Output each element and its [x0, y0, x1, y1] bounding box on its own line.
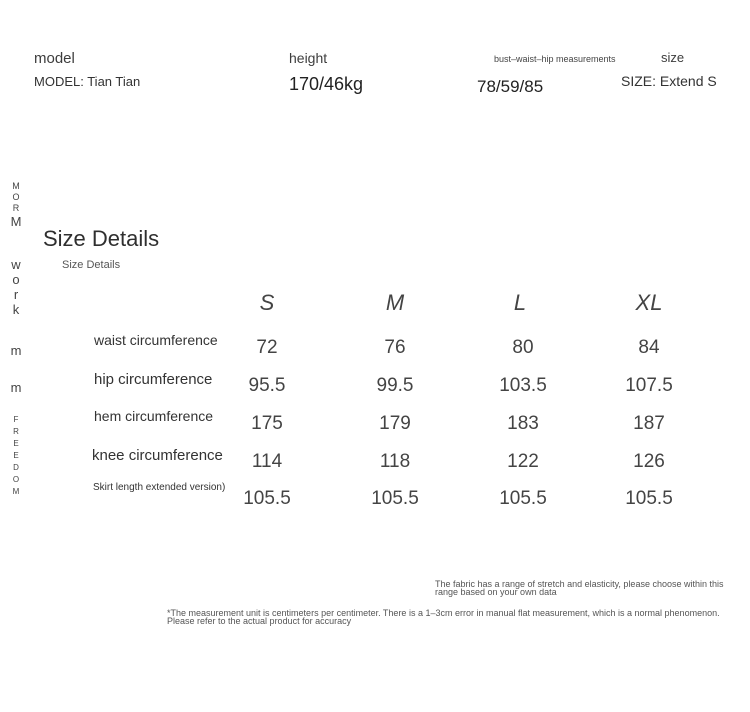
cell-hem-s: 175 — [251, 413, 283, 434]
size-label: size — [661, 50, 685, 65]
cell-waist-xl: 84 — [638, 337, 660, 358]
row-label-hem: hem circumference — [94, 408, 214, 424]
height-weight-value: 170/46kg — [289, 74, 364, 94]
cell-waist-l: 80 — [512, 337, 534, 358]
size-details-subtitle: Size Details — [62, 259, 121, 271]
measurements-value: 78/59/85 — [477, 77, 544, 96]
cell-hip-s: 95.5 — [248, 375, 286, 396]
size-header-xl: XL — [635, 290, 663, 315]
size-details-title: Size Details — [43, 226, 160, 251]
size-header-m: M — [385, 290, 405, 315]
size-value: SIZE: Extend S — [621, 73, 717, 89]
cell-skirt-s: 105.5 — [243, 488, 291, 509]
row-label-skirt-length: Skirt length extended version) — [93, 482, 226, 493]
row-label-hip: hip circumference — [94, 371, 213, 388]
cell-hip-xl: 107.5 — [625, 375, 673, 396]
measurement-note: *The measurement unit is centimeters per centimeter. There is a 1–3cm error in manual flat measurement, which is a normal phenomenon. Please refer to the actual product for accuracy — [167, 608, 720, 626]
cell-hem-m: 179 — [379, 413, 411, 434]
cell-skirt-l: 105.5 — [499, 488, 547, 509]
row-label-knee: knee circumference — [92, 447, 223, 464]
cell-hem-l: 183 — [507, 413, 539, 434]
cell-hip-m: 99.5 — [376, 375, 414, 396]
side-text-m-1: m — [10, 343, 22, 358]
cell-hem-xl: 187 — [633, 413, 665, 434]
cell-hip-l: 103.5 — [499, 375, 547, 396]
cell-waist-s: 72 — [256, 337, 278, 358]
cell-skirt-m: 105.5 — [371, 488, 419, 509]
model-name-value: MODEL: Tian Tian — [34, 74, 141, 89]
cell-knee-m: 118 — [379, 451, 411, 472]
model-label: model — [34, 50, 75, 67]
side-text-work: w o r k — [11, 257, 21, 317]
cell-skirt-xl: 105.5 — [625, 488, 673, 509]
cell-waist-m: 76 — [384, 337, 406, 358]
cell-knee-xl: 126 — [633, 451, 665, 472]
side-text-freedom: F R E E D O M — [12, 415, 20, 496]
elasticity-note: The fabric has a range of stretch and elasticity, please choose within this range based on your own data — [435, 579, 724, 597]
measurements-label: bust–waist–hip measurements — [494, 54, 616, 64]
side-text-morm: M O R M — [10, 181, 22, 229]
row-label-waist: waist circumference — [94, 332, 218, 348]
cell-knee-s: 114 — [251, 451, 283, 472]
side-text-m-2: m — [10, 380, 22, 395]
height-label: height — [289, 50, 328, 66]
size-header-s: S — [259, 290, 275, 315]
size-header-l: L — [513, 290, 527, 315]
cell-knee-l: 122 — [507, 451, 539, 472]
